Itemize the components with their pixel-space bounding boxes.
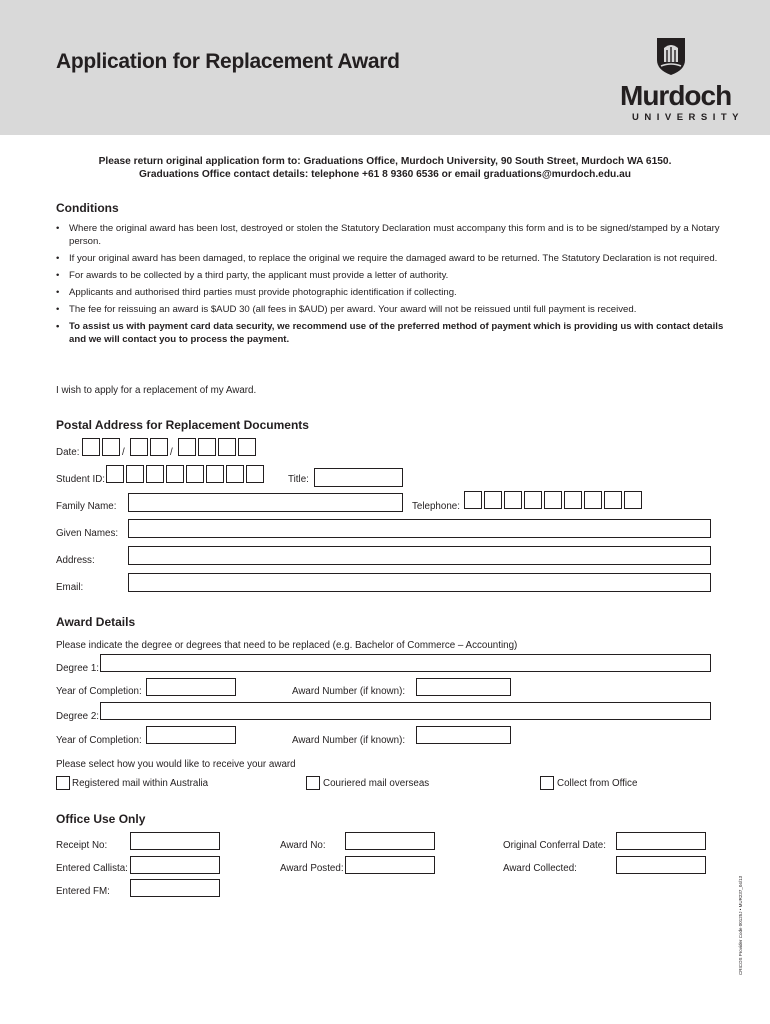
entered-fm-input[interactable] (130, 879, 220, 897)
digit-box[interactable] (226, 465, 244, 483)
digit-box[interactable] (246, 465, 264, 483)
receipt-no-input[interactable] (130, 832, 220, 850)
date-year[interactable] (178, 438, 256, 456)
year1-input[interactable] (146, 678, 236, 696)
student-id-label: Student ID: (56, 474, 106, 485)
conditions-heading: Conditions (56, 201, 119, 215)
date-separator: / (122, 447, 125, 458)
digit-box[interactable] (218, 438, 236, 456)
logo-university: UNIVERSITY (632, 112, 745, 123)
digit-box[interactable] (544, 491, 562, 509)
date-label: Date: (56, 447, 80, 458)
award-number1-label: Award Number (if known): (292, 686, 406, 697)
given-names-input[interactable] (128, 519, 711, 538)
condition-item: • The fee for reissuing an award is $AUD 30 (all fees in $AUD) per award. Your award will not be reissued until full payment is received. (56, 303, 726, 316)
digit-box[interactable] (484, 491, 502, 509)
digit-box[interactable] (564, 491, 582, 509)
condition-item: • Applicants and authorised third parties must provide photographic identification if collecting. (56, 286, 726, 299)
digit-box[interactable] (604, 491, 622, 509)
award-heading: Award Details (56, 615, 136, 629)
original-conferral-date-label: Original Conferral Date: (503, 840, 606, 851)
registered-mail-checkbox[interactable] (56, 776, 70, 790)
digit-box[interactable] (504, 491, 522, 509)
award-number2-label: Award Number (if known): (292, 735, 406, 746)
digit-box[interactable] (178, 438, 196, 456)
contact-details: Graduations Office contact details: telephone +61 8 9360 6536 or email graduations@murdoch.edu.au (139, 169, 631, 180)
digit-box[interactable] (524, 491, 542, 509)
registered-mail-label: Registered mail within Australia (72, 778, 209, 789)
digit-box[interactable] (198, 438, 216, 456)
side-print-code: CRICOS Provider Code 00125J • MUR237_04/13 (738, 875, 743, 975)
award-posted-label: Award Posted: (280, 863, 344, 874)
office-heading: Office Use Only (56, 812, 146, 826)
award-number2-input[interactable] (416, 726, 511, 744)
collect-office-label: Collect from Office (557, 778, 638, 789)
digit-box[interactable] (238, 438, 256, 456)
condition-item-payment: • To assist us with payment card data security, we recommend use of the preferred method of payment which is providing us with contact details and we will contact you to process the payment. (56, 320, 726, 346)
return-instructions: Please return original application form to: Graduations Office, Murdoch University, 90 South Street, Murdoch WA 6150. (98, 156, 672, 167)
family-name-input[interactable] (128, 493, 403, 512)
date-separator: / (170, 447, 173, 458)
apply-statement: I wish to apply for a replacement of my Award. (56, 385, 257, 396)
award-posted-input[interactable] (345, 856, 435, 874)
entered-callista-input[interactable] (130, 856, 220, 874)
award-number1-input[interactable] (416, 678, 511, 696)
degree2-label: Degree 2: (56, 711, 100, 722)
address-input[interactable] (128, 546, 711, 565)
conditions-list (56, 222, 726, 350)
address-label: Address: (56, 555, 95, 566)
year2-input[interactable] (146, 726, 236, 744)
family-name-label: Family Name: (56, 501, 117, 512)
entered-callista-label: Entered Callista: (56, 863, 128, 874)
digit-box[interactable] (102, 438, 120, 456)
date-day[interactable] (82, 438, 120, 456)
award-collected-label: Award Collected: (503, 863, 577, 874)
logo-wordmark: Murdoch (620, 80, 732, 111)
award-no-input[interactable] (345, 832, 435, 850)
award-collected-input[interactable] (616, 856, 706, 874)
digit-box[interactable] (106, 465, 124, 483)
digit-box[interactable] (584, 491, 602, 509)
digit-box[interactable] (206, 465, 224, 483)
postal-heading: Postal Address for Replacement Documents (56, 418, 309, 432)
email-label: Email: (56, 582, 84, 593)
degree1-label: Degree 1: (56, 663, 100, 674)
title-input[interactable] (314, 468, 403, 487)
condition-item: • For awards to be collected by a third party, the applicant must provide a letter of authority. (56, 269, 726, 282)
couriered-mail-label: Couriered mail overseas (323, 778, 430, 789)
condition-item: • Where the original award has been lost, destroyed or stolen the Statutory Declaration must accompany this form and is to be signed/stamped by a Notary person. (56, 222, 726, 248)
collect-office-checkbox[interactable] (540, 776, 554, 790)
page-title: Application for Replacement Award (56, 50, 400, 73)
digit-box[interactable] (186, 465, 204, 483)
award-no-label: Award No: (280, 840, 326, 851)
telephone-label: Telephone: (412, 501, 460, 512)
student-id-input[interactable] (106, 465, 264, 483)
year2-label: Year of Completion: (56, 735, 142, 746)
university-crest-icon (655, 36, 687, 76)
entered-fm-label: Entered FM: (56, 886, 110, 897)
telephone-input[interactable] (464, 491, 642, 509)
digit-box[interactable] (166, 465, 184, 483)
digit-box[interactable] (146, 465, 164, 483)
degree2-input[interactable] (100, 702, 711, 720)
date-month[interactable] (130, 438, 168, 456)
digit-box[interactable] (150, 438, 168, 456)
email-input[interactable] (128, 573, 711, 592)
award-instruction: Please indicate the degree or degrees that need to be replaced (e.g. Bachelor of Commerce – Accounting) (56, 640, 518, 651)
receipt-no-label: Receipt No: (56, 840, 108, 851)
digit-box[interactable] (464, 491, 482, 509)
couriered-mail-checkbox[interactable] (306, 776, 320, 790)
digit-box[interactable] (624, 491, 642, 509)
title-label: Title: (288, 474, 309, 485)
digit-box[interactable] (126, 465, 144, 483)
year1-label: Year of Completion: (56, 686, 142, 697)
condition-item: • If your original award has been damaged, to replace the original we require the damaged award to be returned. The Statutory Declaration is not required. (56, 252, 726, 265)
digit-box[interactable] (82, 438, 100, 456)
given-names-label: Given Names: (56, 528, 119, 539)
original-conferral-date-input[interactable] (616, 832, 706, 850)
receive-prompt: Please select how you would like to receive your award (56, 759, 296, 770)
digit-box[interactable] (130, 438, 148, 456)
degree1-input[interactable] (100, 654, 711, 672)
